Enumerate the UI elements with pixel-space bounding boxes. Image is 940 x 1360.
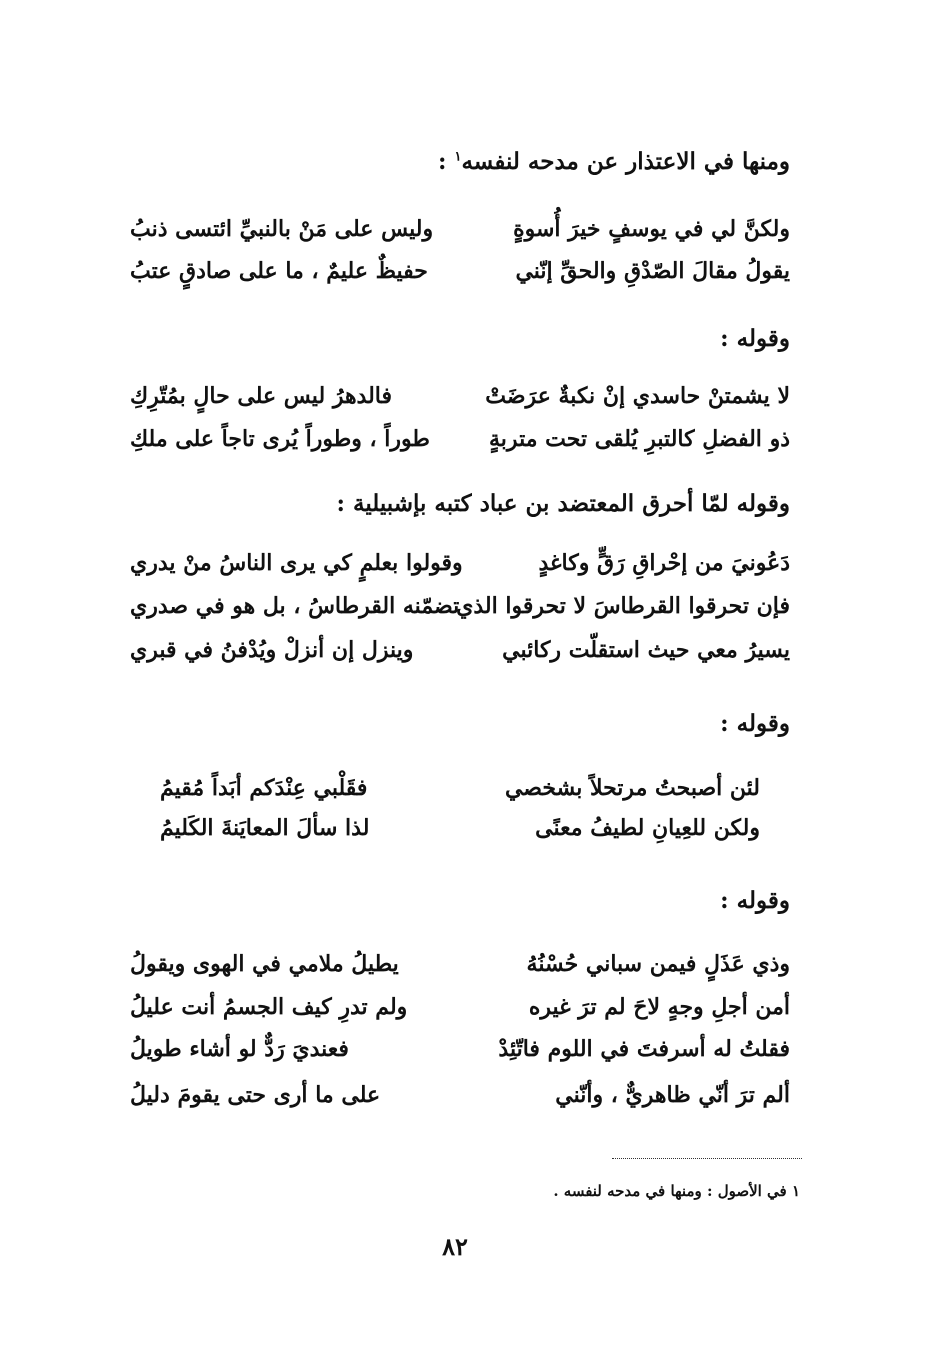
- verse-second-hemistich: وقولوا بعلمٍ كي يرى الناسُ منْ يدري: [130, 550, 463, 576]
- verse-first-hemistich: ولكنَّ لي في يوسفٍ خيرَ أُسوةٍ: [513, 216, 790, 242]
- verse-second-hemistich: فعنديَ رَدٌّ لو أشاء طويلُ: [130, 1036, 349, 1062]
- verse-second-hemistich: تضمّنه القرطاسُ ، بل هو في صدري: [130, 593, 460, 619]
- heading-colon: :: [437, 148, 447, 175]
- verse-first-hemistich: أمن أجلِ وجهٍ لاحَ لم ترَ غيره: [528, 994, 790, 1020]
- verse-second-hemistich: لذا سألَ المعايَنةَ الكَليمُ: [160, 815, 370, 841]
- heading-text: وقوله :: [720, 887, 790, 914]
- heading-text: ومنها في الاعتذار عن مدحه لنفسه: [461, 148, 790, 175]
- verse-line: [130, 942, 790, 986]
- verse-first-hemistich: ألم ترَ أنّي ظاهريٌّ ، وأنّني: [555, 1082, 790, 1108]
- verse-first-hemistich: يقولُ مقالَ الصّدْقِ والحقِّ إنّني: [515, 258, 790, 284]
- footnote-divider: [612, 1158, 802, 1159]
- verse-line: [130, 628, 790, 672]
- verse-line: [160, 806, 760, 850]
- verse-line: [130, 207, 790, 251]
- verse-second-hemistich: وينزل إن أنزلْ ويُدْفنُ في قبري: [130, 637, 414, 663]
- verse-first-hemistich: ذو الفضلِ كالتبرِ يُلقى تحت متربةٍ: [489, 426, 790, 452]
- heading-text: وقوله :: [720, 325, 790, 352]
- verse-first-hemistich: يسيرُ معي حيث استقلّت ركائبي: [502, 637, 790, 663]
- section-heading: [438, 150, 790, 173]
- section-heading: [720, 889, 790, 912]
- verse-line: [130, 1027, 790, 1071]
- verse-line: [160, 766, 760, 810]
- section-heading: [720, 712, 790, 735]
- page-number: ٨٢: [442, 1232, 468, 1261]
- verse-second-hemistich: فقَلْبي عِنْدَكم أبَداً مُقيمُ: [160, 775, 368, 801]
- verse-line: [130, 249, 790, 293]
- heading-text: وقوله :: [720, 710, 790, 737]
- section-heading: [720, 327, 790, 350]
- verse-first-hemistich: فإن تحرقوا القرطاسَ لا تحرقوا الذي: [456, 593, 790, 619]
- verse-line: [130, 417, 790, 461]
- verse-second-hemistich: طوراً ، وطوراً يُرى تاجاً على ملكِ: [130, 426, 430, 452]
- verse-line: [130, 1073, 790, 1117]
- verse-line: [130, 374, 790, 418]
- verse-second-hemistich: وليس على مَنْ بالنبيِّ ائتسى ذنبُ: [130, 216, 434, 242]
- footnote: ١ في الأصول : ومنها في مدحه لنفسه .: [553, 1182, 800, 1200]
- verse-first-hemistich: ولكن للعِيانِ لطيفُ معنًى: [535, 815, 760, 841]
- verse-first-hemistich: لا يشمتنْ حاسدي إنْ نكبةٌ عرَضَتْ: [485, 383, 790, 409]
- verse-line: [130, 985, 790, 1029]
- verse-line: [130, 584, 790, 628]
- verse-line: [130, 541, 790, 585]
- verse-second-hemistich: حفيظٌ عليمٌ ، ما على صادقٍ عتبُ: [130, 258, 428, 284]
- verse-first-hemistich: وذي عَذَلٍ فيمن سباني حُسْنُهُ: [526, 951, 790, 977]
- verse-first-hemistich: لئن أصبحتُ مرتحلاً بشخصي: [504, 775, 760, 801]
- verse-second-hemistich: ولم تدرِ كيف الجسمُ أنت عليلُ: [130, 994, 408, 1020]
- verse-first-hemistich: فقلتُ له أسرفتَ في اللوم فاتّئِدْ: [498, 1036, 790, 1062]
- verse-second-hemistich: فالدهرُ ليس على حالٍ بمُتّرِكِ: [130, 383, 393, 409]
- heading-text: وقوله لمّا أحرق المعتضد بن عباد كتبه بإشبيلية :: [336, 490, 790, 517]
- verse-first-hemistich: دَعُونيَ من إحْراقِ رَقٍّ وكاغدٍ: [538, 550, 790, 576]
- verse-second-hemistich: على ما أرى حتى يقومَ دليلُ: [130, 1082, 381, 1108]
- footnote-ref: ١: [454, 149, 462, 165]
- section-heading: [336, 492, 790, 515]
- verse-second-hemistich: يطيلُ ملامي في الهوى ويقولُ: [130, 951, 399, 977]
